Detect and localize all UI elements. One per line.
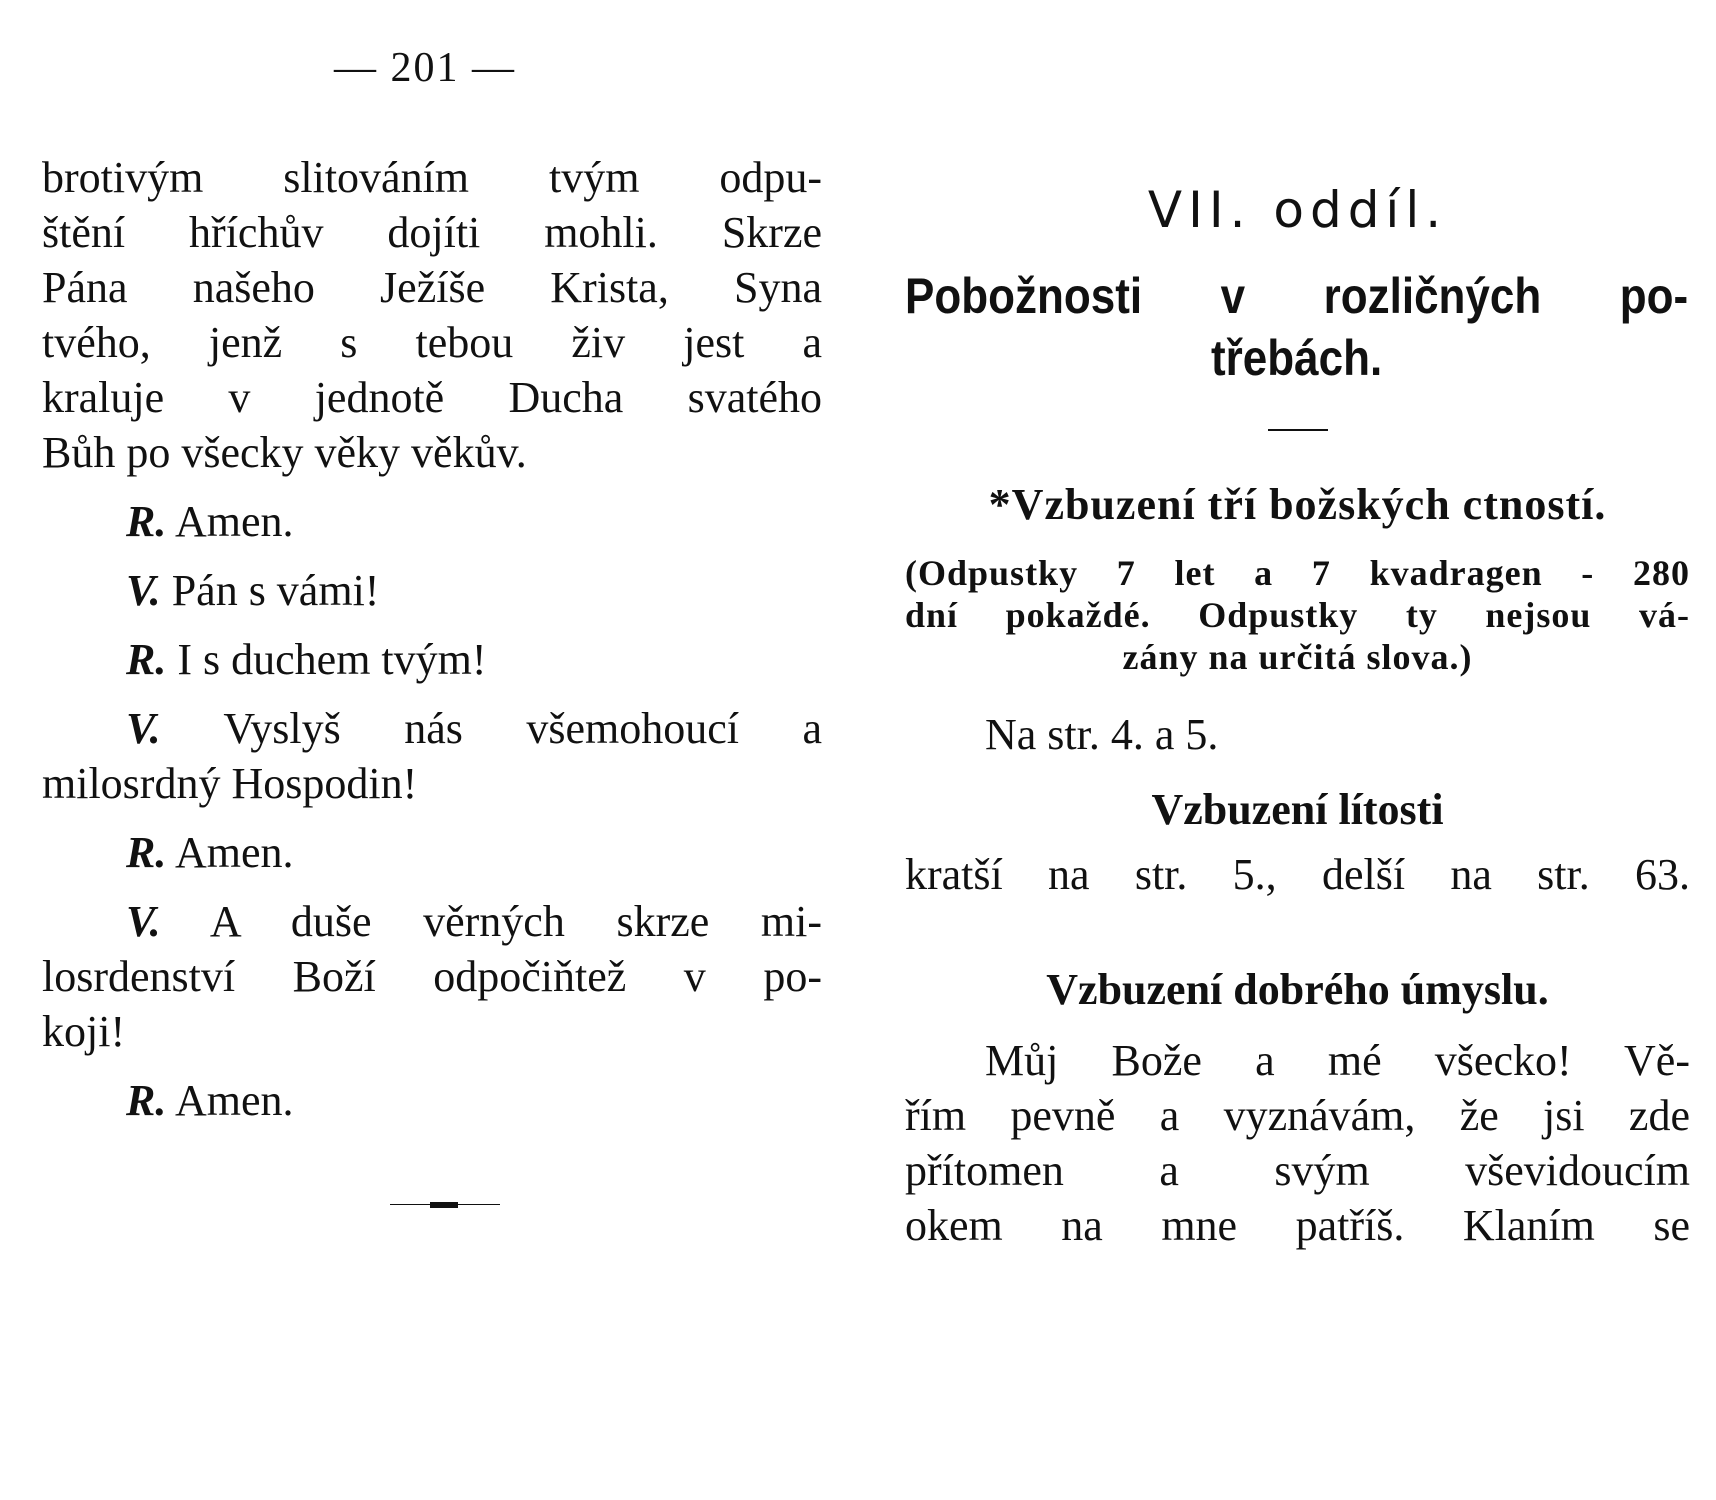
versicle-continuation: milosrdný Hospodin! bbox=[42, 759, 418, 808]
text-line: Bůh po všecky věky věkův. bbox=[42, 428, 527, 477]
versicle-mark: V. bbox=[126, 566, 161, 615]
note-line: zány na určitá slova.) bbox=[1122, 637, 1473, 677]
intention-paragraph bbox=[905, 1033, 1690, 1253]
versicle-continuation: koji! bbox=[42, 1007, 126, 1056]
response-text: Amen. bbox=[174, 497, 294, 546]
divider-bar bbox=[430, 1202, 458, 1208]
text-line: štění hříchův dojíti mohli. Skrze bbox=[42, 208, 822, 257]
response-mark: R. bbox=[126, 497, 167, 546]
short-rule bbox=[1268, 429, 1328, 431]
response-text: Amen. bbox=[174, 828, 294, 877]
section-title: VII. oddíl. bbox=[1147, 181, 1448, 239]
versicle-mark: V. bbox=[126, 704, 161, 753]
response-text: Amen. bbox=[174, 1076, 294, 1125]
versicle-continuation: losrdenství Boží odpočiňtež v po- bbox=[42, 952, 822, 1001]
response-line bbox=[42, 494, 822, 549]
page-reference: kratší na str. 5., delší na str. 63. bbox=[905, 850, 1690, 899]
response-mark: R. bbox=[126, 1076, 167, 1125]
sub-heading-intention: Vzbuzení dobrého úmyslu. bbox=[1046, 965, 1549, 1014]
versicle-line bbox=[42, 563, 822, 618]
text-line: přítomen a svým vševidoucím bbox=[905, 1146, 1690, 1195]
response-mark: R. bbox=[126, 635, 167, 684]
versicle-line bbox=[42, 894, 822, 949]
page-reference: Na str. 4. a 5. bbox=[985, 710, 1219, 759]
page-number: — 201 — bbox=[334, 45, 516, 91]
versicle-mark: V. bbox=[126, 897, 161, 946]
indulgence-note bbox=[905, 552, 1690, 678]
versicle-line bbox=[42, 701, 822, 756]
sub-heading-virtues: *Vzbuzení tří božských ctností. bbox=[988, 480, 1607, 529]
versicle-text: Vyslyš nás všemohoucí a bbox=[223, 704, 822, 753]
response-line bbox=[42, 825, 822, 880]
note-line: dní pokaždé. Odpustky ty nejsou vá- bbox=[905, 595, 1690, 635]
text-line: brotivým slitováním tvým odpu- bbox=[42, 153, 822, 202]
end-divider bbox=[390, 1200, 500, 1210]
note-line: (Odpustky 7 let a 7 kvadragen - 280 bbox=[905, 553, 1690, 593]
main-heading-line2: třebách. bbox=[1211, 330, 1383, 386]
text-line: řím pevně a vyznávám, že jsi zde bbox=[905, 1091, 1690, 1140]
response-line bbox=[42, 1073, 822, 1128]
versicle-text: Pán s vámi! bbox=[171, 566, 380, 615]
text-line: okem na mne patříš. Klaním se bbox=[905, 1201, 1690, 1250]
sub-heading-contrition: Vzbuzení lítosti bbox=[1151, 785, 1444, 834]
response-mark: R. bbox=[126, 828, 167, 877]
prayer-paragraph bbox=[42, 150, 822, 480]
response-line bbox=[42, 632, 822, 687]
text-line: Můj Bože a mé všecko! Vě- bbox=[985, 1036, 1690, 1085]
response-text: I s duchem tvým! bbox=[177, 635, 487, 684]
text-line: tvého, jenž s tebou živ jest a bbox=[42, 318, 822, 367]
text-line: kraluje v jednotě Ducha svatého bbox=[42, 373, 822, 422]
versicle-text: A duše věrných skrze mi- bbox=[209, 897, 822, 946]
left-column bbox=[42, 150, 822, 1128]
right-column bbox=[905, 175, 1690, 1253]
main-heading-line1: Pobožnosti v rozličných po- bbox=[905, 268, 1689, 324]
text-line: Pána našeho Ježíše Krista, Syna bbox=[42, 263, 822, 312]
